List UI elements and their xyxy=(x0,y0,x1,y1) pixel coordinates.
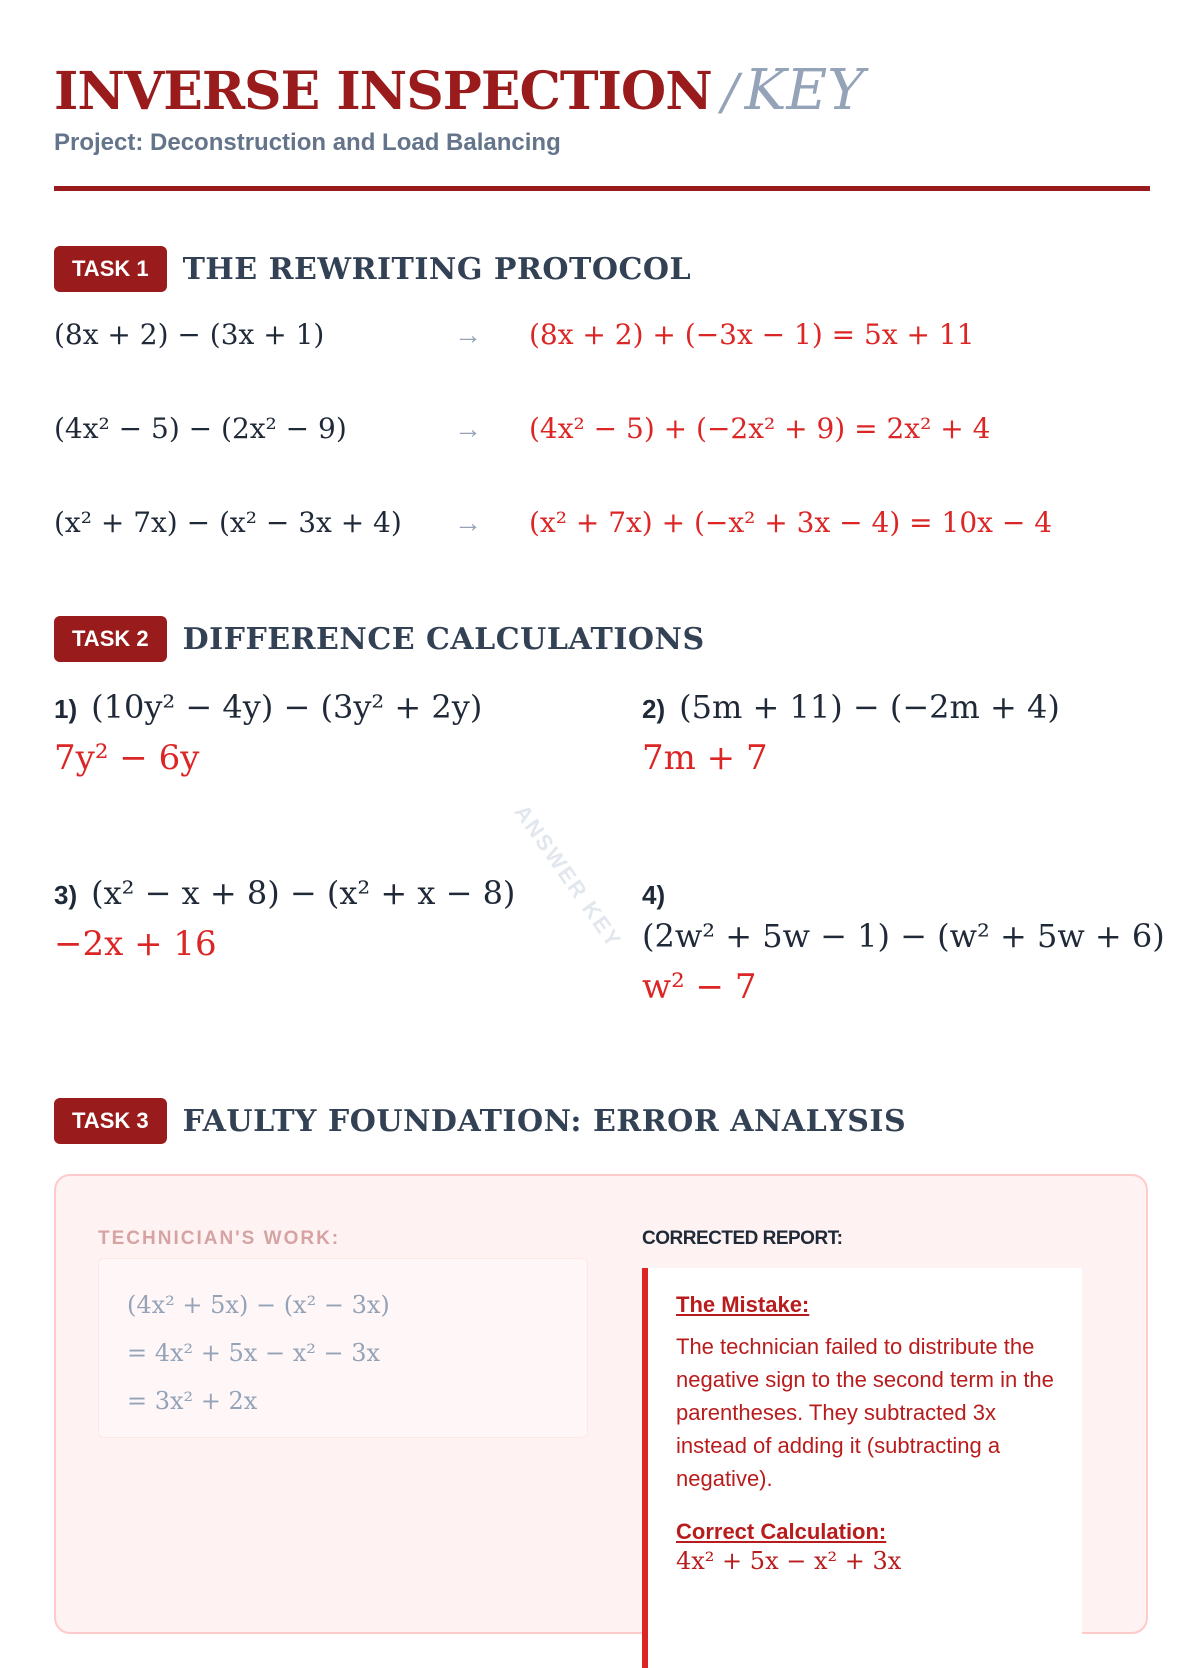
title-separator: / xyxy=(721,63,739,121)
task3-heading xyxy=(54,1098,906,1144)
problem-number: 2) xyxy=(642,694,666,724)
technician-work-label: TECHNICIAN'S WORK: xyxy=(98,1228,341,1249)
task1-badge: TASK 1 xyxy=(54,246,167,292)
technician-step: (4x² + 5x) − (x² − 3x) xyxy=(127,1291,390,1319)
problem-answer: 7m + 7 xyxy=(642,738,768,778)
task3-title: FAULTY FOUNDATION: ERROR ANALYSIS xyxy=(182,1103,907,1139)
problem-1 xyxy=(54,688,482,778)
problem-number: 3) xyxy=(54,880,78,910)
page-title: INVERSE INSPECTION xyxy=(54,61,712,122)
task2-title: DIFFERENCE CALCULATIONS xyxy=(182,621,705,657)
problem-expression: (x² − x + 8) − (x² + x − 8) xyxy=(91,874,516,912)
project-subtitle: Project: Deconstruction and Load Balancing xyxy=(54,129,561,156)
problem-number: 1) xyxy=(54,694,78,724)
arrow-right-icon: → xyxy=(454,318,482,350)
rewrite-answer: (4x² − 5) + (−2x² + 9) = 2x² + 4 xyxy=(529,412,991,445)
task2-heading xyxy=(54,616,705,662)
problem-answer: 7y² − 6y xyxy=(54,738,200,778)
correct-calculation: 4x² + 5x − x² + 3x xyxy=(676,1547,902,1575)
problem-answer: −2x + 16 xyxy=(54,924,217,964)
problem-expression: (5m + 11) − (−2m + 4) xyxy=(679,688,1060,726)
header-divider xyxy=(54,186,1150,191)
technician-step: = 3x² + 2x xyxy=(127,1387,258,1415)
page-header xyxy=(54,58,1150,157)
problem-4 xyxy=(642,880,1165,1007)
task3-badge: TASK 3 xyxy=(54,1098,167,1144)
error-analysis-box xyxy=(54,1174,1148,1634)
problem-answer: w² − 7 xyxy=(642,967,757,1007)
mistake-heading: The Mistake: xyxy=(676,1292,810,1317)
problem-expression: (2w² + 5w − 1) − (w² + 5w + 6) xyxy=(642,917,1165,955)
task2-badge: TASK 2 xyxy=(54,616,167,662)
task1-title: THE REWRITING PROTOCOL xyxy=(182,251,692,287)
arrow-right-icon: → xyxy=(454,506,482,538)
rewrite-answer: (8x + 2) + (−3x − 1) = 5x + 11 xyxy=(529,318,975,351)
problem-expression: (10y² − 4y) − (3y² + 2y) xyxy=(91,688,483,726)
corrected-report xyxy=(642,1268,1082,1668)
rewrite-answer: (x² + 7x) + (−x² + 3x − 4) = 10x − 4 xyxy=(529,506,1053,539)
mistake-explanation: The technician failed to distribute the negative sign to the second term in the parentheses. They subtracted 3x instead of adding it (subtracting a negative). xyxy=(676,1334,1054,1491)
rewrite-row xyxy=(54,318,975,351)
problem-number: 4) xyxy=(642,880,666,910)
problem-2 xyxy=(642,688,1060,778)
problem-3 xyxy=(54,874,515,964)
correct-calculation-heading: Correct Calculation: xyxy=(676,1519,887,1544)
rewrite-row xyxy=(54,506,1052,539)
technician-work xyxy=(98,1258,588,1438)
key-label: KEY xyxy=(744,58,865,123)
rewrite-row xyxy=(54,412,990,445)
rewrite-original: (4x² − 5) − (2x² − 9) xyxy=(54,412,347,445)
corrected-report-label: CORRECTED REPORT: xyxy=(642,1228,843,1249)
task1-heading xyxy=(54,246,691,292)
arrow-right-icon: → xyxy=(454,412,482,444)
technician-step: = 4x² + 5x − x² − 3x xyxy=(127,1339,381,1367)
answer-key-watermark: ANSWER KEY xyxy=(509,800,628,953)
rewrite-original: (8x + 2) − (3x + 1) xyxy=(54,318,325,351)
rewrite-original: (x² + 7x) − (x² − 3x + 4) xyxy=(54,506,402,539)
